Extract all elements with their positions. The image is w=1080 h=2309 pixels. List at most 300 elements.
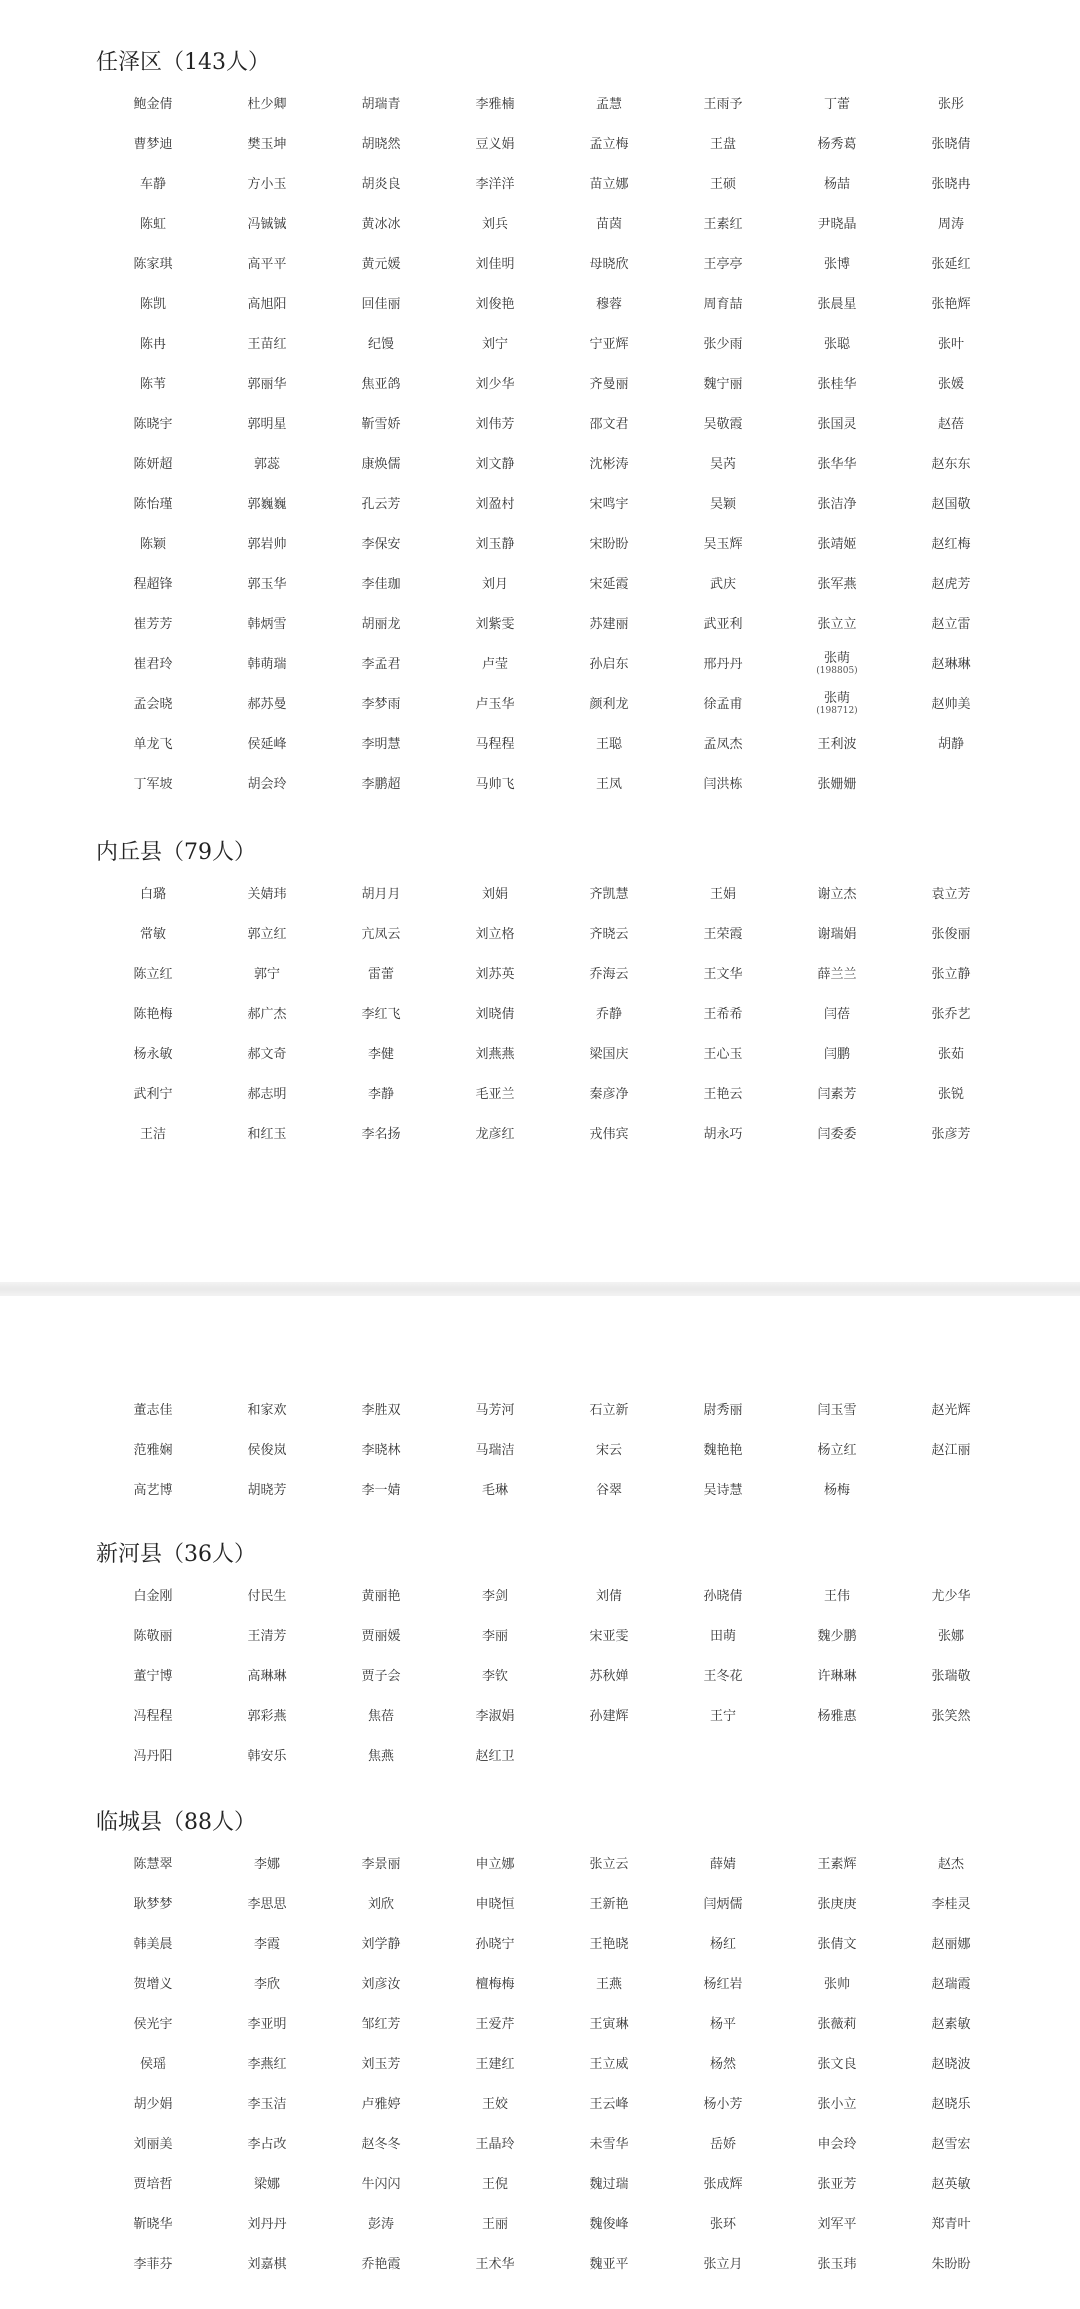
person-name: 未雪华 xyxy=(589,2136,629,2152)
document-page-2 xyxy=(0,1296,1080,2309)
person-name: 陈虹 xyxy=(139,216,166,232)
person-name: 郭明星 xyxy=(247,416,287,432)
birth-date-note: (198712) xyxy=(816,706,858,716)
person-name: 冯丹阳 xyxy=(133,1748,173,1764)
person-name: 石立新 xyxy=(589,1402,629,1418)
person-name: 丁军坡 xyxy=(133,776,173,792)
person-name: 李菲芬 xyxy=(133,2256,173,2272)
person-name: 崔君玲 xyxy=(133,656,173,672)
person-name: 苏秋婵 xyxy=(589,1668,629,1684)
person-name: 袁立芳 xyxy=(931,886,971,902)
person-name: 刘苏英 xyxy=(475,966,515,982)
person-name: 赵红卫 xyxy=(475,1748,515,1764)
section-title: 任泽区（143人） xyxy=(96,50,270,75)
person-name: 薛兰兰 xyxy=(817,966,857,982)
person-name: 毛琳 xyxy=(481,1482,508,1498)
person-name: 陈颖 xyxy=(139,536,166,552)
person-name: 韩美晨 xyxy=(133,1936,173,1952)
person-name-text: 张萌 xyxy=(823,651,850,666)
empty-cell xyxy=(894,1736,1008,1776)
person-name: 郭彩燕 xyxy=(247,1708,287,1724)
person-name: 齐晓云 xyxy=(589,926,629,942)
empty-cell xyxy=(666,1736,780,1776)
person-name: 张瑞敬 xyxy=(931,1668,971,1684)
person-name: 赵东东 xyxy=(931,456,971,472)
person-name: 吴芮 xyxy=(709,456,736,472)
person-name: 王利波 xyxy=(817,736,857,752)
person-name: 戎伟宾 xyxy=(589,1126,629,1142)
empty-cell xyxy=(894,1470,1008,1510)
person-name: 陈苇 xyxy=(139,376,166,392)
birth-date-note: (198805) xyxy=(816,666,858,676)
person-name: 申立娜 xyxy=(475,1856,515,1872)
person-name: 闫素芳 xyxy=(817,1086,857,1102)
person-name: 王聪 xyxy=(595,736,622,752)
person-name: 康焕儒 xyxy=(361,456,401,472)
person-name: 刘嘉棋 xyxy=(247,2256,287,2272)
person-name: 张晓倩 xyxy=(931,136,971,152)
person-name: 毛亚兰 xyxy=(475,1086,515,1102)
person-name: 魏少鹏 xyxy=(817,1628,857,1644)
person-name: 王艳云 xyxy=(703,1086,743,1102)
person-name: 黄丽艳 xyxy=(361,1588,401,1604)
person-name: 李保安 xyxy=(361,536,401,552)
person-name: 孔云芳 xyxy=(361,496,401,512)
person-name-text: 张萌 xyxy=(823,691,850,706)
person-name: 张庚庚 xyxy=(817,1896,857,1912)
person-name: 张亚芳 xyxy=(817,2176,857,2192)
person-name: 李娜 xyxy=(253,1856,280,1872)
person-name: 胡晓然 xyxy=(361,136,401,152)
person-name: 赵蓓 xyxy=(937,416,964,432)
person-name: 许琳琳 xyxy=(817,1668,857,1684)
person-name: 魏宁丽 xyxy=(703,376,743,392)
person-name: 梁国庆 xyxy=(589,1046,629,1062)
person-name: 杨喆 xyxy=(823,176,850,192)
person-name: 刘兵 xyxy=(481,216,508,232)
person-name: 陈晓宇 xyxy=(133,416,173,432)
person-name: 王冬花 xyxy=(703,1668,743,1684)
person-name: 杨红 xyxy=(709,1936,736,1952)
person-name: 张娜 xyxy=(937,1628,964,1644)
person-name: 张笑然 xyxy=(931,1708,971,1724)
person-name: 韩萌瑞 xyxy=(247,656,287,672)
person-name: 齐曼丽 xyxy=(589,376,629,392)
person-name: 崔芳芳 xyxy=(133,616,173,632)
person-name: 胡丽龙 xyxy=(361,616,401,632)
person-name: 闫玉雪 xyxy=(817,1402,857,1418)
person-name: 刘学静 xyxy=(361,1936,401,1952)
person-name: 张小立 xyxy=(817,2096,857,2112)
person-name: 陈敬丽 xyxy=(133,1628,173,1644)
person-name: 张成辉 xyxy=(703,2176,743,2192)
person-name: 王立威 xyxy=(589,2056,629,2072)
person-name: 牛闪闪 xyxy=(361,2176,401,2192)
person-name: 张文良 xyxy=(817,2056,857,2072)
person-name: 王苗红 xyxy=(247,336,287,352)
person-name xyxy=(780,684,894,724)
person-name: 李洋洋 xyxy=(475,176,515,192)
person-name: 张立立 xyxy=(817,616,857,632)
person-name xyxy=(780,644,894,684)
person-name: 高平平 xyxy=(247,256,287,272)
name-grid xyxy=(96,1844,1008,2284)
person-name: 齐凯慧 xyxy=(589,886,629,902)
person-name: 杨小芳 xyxy=(703,2096,743,2112)
person-name: 李剑 xyxy=(481,1588,508,1604)
empty-cell xyxy=(552,1736,666,1776)
person-name: 孙晓倩 xyxy=(703,1588,743,1604)
person-name: 刘盈村 xyxy=(475,496,515,512)
person-name: 周涛 xyxy=(937,216,964,232)
person-name: 李红飞 xyxy=(361,1006,401,1022)
person-name: 宋鸣宇 xyxy=(589,496,629,512)
person-name: 彭涛 xyxy=(367,2216,394,2232)
person-name: 尹晓晶 xyxy=(817,216,857,232)
person-name: 谢瑞娟 xyxy=(817,926,857,942)
person-name: 吴玉辉 xyxy=(703,536,743,552)
person-name: 卢莹 xyxy=(481,656,508,672)
person-name: 李孟君 xyxy=(361,656,401,672)
empty-cell xyxy=(894,764,1008,804)
person-name: 刘宁 xyxy=(481,336,508,352)
person-name: 李明慧 xyxy=(361,736,401,752)
person-name: 曹梦迪 xyxy=(133,136,173,152)
person-name: 赵瑞霞 xyxy=(931,1976,971,1992)
person-name: 常敏 xyxy=(139,926,166,942)
person-name: 闫炳儒 xyxy=(703,1896,743,1912)
person-name: 陈冉 xyxy=(139,336,166,352)
person-name: 张靖姬 xyxy=(817,536,857,552)
person-name: 徐孟甫 xyxy=(703,696,743,712)
person-name: 尉秀丽 xyxy=(703,1402,743,1418)
person-name: 张国灵 xyxy=(817,416,857,432)
person-name: 马程程 xyxy=(475,736,515,752)
person-name: 郭蕊 xyxy=(253,456,280,472)
person-name: 王娟 xyxy=(709,886,736,902)
person-name: 张叶 xyxy=(937,336,964,352)
person-name: 靳雪娇 xyxy=(361,416,401,432)
person-name: 王宁 xyxy=(709,1708,736,1724)
person-name: 胡永巧 xyxy=(703,1126,743,1142)
person-name: 王建红 xyxy=(475,2056,515,2072)
person-name: 周育喆 xyxy=(703,296,743,312)
person-name: 魏亚平 xyxy=(589,2256,629,2272)
person-name: 李占改 xyxy=(247,2136,287,2152)
person-name: 魏俊峰 xyxy=(589,2216,629,2232)
person-name: 张薇莉 xyxy=(817,2016,857,2032)
person-name: 魏过瑞 xyxy=(589,2176,629,2192)
person-name: 闫鹏 xyxy=(823,1046,850,1062)
person-name: 杨秀葛 xyxy=(817,136,857,152)
person-name: 张立静 xyxy=(931,966,971,982)
person-name: 马芳河 xyxy=(475,1402,515,1418)
person-name: 陈凯 xyxy=(139,296,166,312)
person-name: 郭丽华 xyxy=(247,376,287,392)
person-name: 乔静 xyxy=(595,1006,622,1022)
person-name: 张环 xyxy=(709,2216,736,2232)
person-name: 郭玉华 xyxy=(247,576,287,592)
person-name: 张延红 xyxy=(931,256,971,272)
person-name: 乔艳霞 xyxy=(361,2256,401,2272)
person-name: 张立云 xyxy=(589,1856,629,1872)
person-name: 刘少华 xyxy=(475,376,515,392)
person-name: 孟立梅 xyxy=(589,136,629,152)
person-name: 武庆 xyxy=(709,576,736,592)
person-name: 乔海云 xyxy=(589,966,629,982)
person-name: 李一婧 xyxy=(361,1482,401,1498)
person-name: 单龙飞 xyxy=(133,736,173,752)
person-name: 杨永敏 xyxy=(133,1046,173,1062)
person-name: 尤少华 xyxy=(931,1588,971,1604)
person-name: 张博 xyxy=(823,256,850,272)
person-name: 赵琳琳 xyxy=(931,656,971,672)
person-name: 谢立杰 xyxy=(817,886,857,902)
person-name: 付民生 xyxy=(247,1588,287,1604)
person-name: 郭巍巍 xyxy=(247,496,287,512)
person-name: 刘佳明 xyxy=(475,256,515,272)
person-name: 李桂灵 xyxy=(931,1896,971,1912)
person-name: 郑青叶 xyxy=(931,2216,971,2232)
person-name: 张茹 xyxy=(937,1046,964,1062)
person-name: 赵晓乐 xyxy=(931,2096,971,2112)
person-name: 范雅娴 xyxy=(133,1442,173,1458)
person-name: 贾子会 xyxy=(361,1668,401,1684)
person-name: 胡炎良 xyxy=(361,176,401,192)
person-name: 张俊丽 xyxy=(931,926,971,942)
person-name: 张乔艺 xyxy=(931,1006,971,1022)
person-name: 王希希 xyxy=(703,1006,743,1022)
person-name: 张媛 xyxy=(937,376,964,392)
section-title: 新河县（36人） xyxy=(96,1542,256,1567)
person-name: 张少雨 xyxy=(703,336,743,352)
person-name: 李胜双 xyxy=(361,1402,401,1418)
person-name: 李燕红 xyxy=(247,2056,287,2072)
person-name: 赵杰 xyxy=(937,1856,964,1872)
person-name: 张聪 xyxy=(823,336,850,352)
person-name: 张彦芳 xyxy=(931,1126,971,1142)
person-name: 杨红岩 xyxy=(703,1976,743,1992)
person-name: 王素辉 xyxy=(817,1856,857,1872)
person-name: 张艳辉 xyxy=(931,296,971,312)
person-name: 马瑞洁 xyxy=(475,1442,515,1458)
person-name: 王晶玲 xyxy=(475,2136,515,2152)
person-name: 丁蕾 xyxy=(823,96,850,112)
person-name: 陈立红 xyxy=(133,966,173,982)
person-name: 王硕 xyxy=(709,176,736,192)
person-name: 纪馒 xyxy=(367,336,394,352)
person-name: 侯光宇 xyxy=(133,2016,173,2032)
person-name: 刘丽美 xyxy=(133,2136,173,2152)
person-name: 张帅 xyxy=(823,1976,850,1992)
name-grid xyxy=(96,874,1008,1154)
person-name: 孙晓宁 xyxy=(475,1936,515,1952)
person-name: 鲍金倩 xyxy=(133,96,173,112)
person-name: 冯程程 xyxy=(133,1708,173,1724)
person-name: 刘月 xyxy=(481,576,508,592)
person-name: 胡静 xyxy=(937,736,964,752)
person-name: 和家欢 xyxy=(247,1402,287,1418)
name-grid xyxy=(96,84,1008,804)
empty-cell xyxy=(780,1736,894,1776)
person-name: 贾丽媛 xyxy=(361,1628,401,1644)
person-name: 田萌 xyxy=(709,1628,736,1644)
person-name: 王盘 xyxy=(709,136,736,152)
person-name: 宁亚辉 xyxy=(589,336,629,352)
person-name: 李健 xyxy=(367,1046,394,1062)
person-name: 孟会晓 xyxy=(133,696,173,712)
person-name: 王荣霞 xyxy=(703,926,743,942)
person-name: 韩炳雪 xyxy=(247,616,287,632)
person-name: 李静 xyxy=(367,1086,394,1102)
person-name: 颜利龙 xyxy=(589,696,629,712)
person-name: 陈家琪 xyxy=(133,256,173,272)
person-name: 邵文君 xyxy=(589,416,629,432)
person-name: 王寅琳 xyxy=(589,2016,629,2032)
person-name: 赵立雷 xyxy=(931,616,971,632)
person-name: 杨雅惠 xyxy=(817,1708,857,1724)
person-name: 侯延峰 xyxy=(247,736,287,752)
person-name: 李雅楠 xyxy=(475,96,515,112)
person-name: 龙彦红 xyxy=(475,1126,515,1142)
person-name: 冯铖铖 xyxy=(247,216,287,232)
person-name: 李思思 xyxy=(247,1896,287,1912)
person-name: 赵英敏 xyxy=(931,2176,971,2192)
person-name: 李佳珈 xyxy=(361,576,401,592)
person-name: 杨然 xyxy=(709,2056,736,2072)
person-name: 杨平 xyxy=(709,2016,736,2032)
person-name: 卢雅婷 xyxy=(361,2096,401,2112)
person-name: 杨立红 xyxy=(817,1442,857,1458)
name-grid xyxy=(96,1390,1008,1510)
person-name: 刘文静 xyxy=(475,456,515,472)
person-name: 刘娟 xyxy=(481,886,508,902)
person-name: 孙建辉 xyxy=(589,1708,629,1724)
person-name: 谷翠 xyxy=(595,1482,622,1498)
person-name: 董宁博 xyxy=(133,1668,173,1684)
person-name: 陈怡瑾 xyxy=(133,496,173,512)
person-name: 孟凤杰 xyxy=(703,736,743,752)
person-name: 赵冬冬 xyxy=(361,2136,401,2152)
person-name: 胡会玲 xyxy=(247,776,287,792)
person-name: 张锐 xyxy=(937,1086,964,1102)
person-name: 穆蓉 xyxy=(595,296,622,312)
person-name: 申晓恒 xyxy=(475,1896,515,1912)
person-name: 张华华 xyxy=(817,456,857,472)
person-name: 和红玉 xyxy=(247,1126,287,1142)
person-name: 贾培哲 xyxy=(133,2176,173,2192)
person-name: 王伟 xyxy=(823,1588,850,1604)
person-name: 靳晓华 xyxy=(133,2216,173,2232)
person-name: 宋亚雯 xyxy=(589,1628,629,1644)
person-name: 胡少娟 xyxy=(133,2096,173,2112)
person-name: 刘军平 xyxy=(817,2216,857,2232)
person-name: 高旭阳 xyxy=(247,296,287,312)
person-name: 刘燕燕 xyxy=(475,1046,515,1062)
person-name: 张倩文 xyxy=(817,1936,857,1952)
person-name: 王新艳 xyxy=(589,1896,629,1912)
person-name: 李欣 xyxy=(253,1976,280,1992)
person-name: 张姗姗 xyxy=(817,776,857,792)
person-name: 耿梦梦 xyxy=(133,1896,173,1912)
person-name: 白璐 xyxy=(139,886,166,902)
person-name: 王倪 xyxy=(481,2176,508,2192)
person-name: 吴颖 xyxy=(709,496,736,512)
person-name: 岳娇 xyxy=(709,2136,736,2152)
person-name: 郭岩帅 xyxy=(247,536,287,552)
person-name: 闫蓓 xyxy=(823,1006,850,1022)
person-name: 闫洪栋 xyxy=(703,776,743,792)
person-name: 高琳琳 xyxy=(247,1668,287,1684)
person-name: 孙启东 xyxy=(589,656,629,672)
person-name: 王姣 xyxy=(481,2096,508,2112)
person-name: 侯俊岚 xyxy=(247,1442,287,1458)
person-name: 李鹏超 xyxy=(361,776,401,792)
person-name: 苗立娜 xyxy=(589,176,629,192)
person-name: 李梦雨 xyxy=(361,696,401,712)
person-name: 马帅飞 xyxy=(475,776,515,792)
person-name: 王丽 xyxy=(481,2216,508,2232)
person-name: 胡瑞青 xyxy=(361,96,401,112)
person-name: 赵江丽 xyxy=(931,1442,971,1458)
person-name: 王素红 xyxy=(703,216,743,232)
person-name: 闫委委 xyxy=(817,1126,857,1142)
person-name: 宋云 xyxy=(595,1442,622,1458)
person-name: 刘玉静 xyxy=(475,536,515,552)
person-name: 王清芳 xyxy=(247,1628,287,1644)
person-name: 李亚明 xyxy=(247,2016,287,2032)
person-name: 张桂华 xyxy=(817,376,857,392)
person-name: 薛婧 xyxy=(709,1856,736,1872)
person-name: 武利宁 xyxy=(133,1086,173,1102)
person-name: 刘晓倩 xyxy=(475,1006,515,1022)
person-name: 黄元媛 xyxy=(361,256,401,272)
person-name: 王心玉 xyxy=(703,1046,743,1062)
person-name: 刘倩 xyxy=(595,1588,622,1604)
person-name: 侯瑶 xyxy=(139,2056,166,2072)
person-name: 王洁 xyxy=(139,1126,166,1142)
person-name: 王燕 xyxy=(595,1976,622,1992)
person-name: 关婧玮 xyxy=(247,886,287,902)
person-name: 赵虎芳 xyxy=(931,576,971,592)
person-name: 王文华 xyxy=(703,966,743,982)
person-name: 董志佳 xyxy=(133,1402,173,1418)
person-name: 赵帅美 xyxy=(931,696,971,712)
person-name: 郭宁 xyxy=(253,966,280,982)
person-name: 刘俊艳 xyxy=(475,296,515,312)
person-name: 胡月月 xyxy=(361,886,401,902)
person-name: 方小玉 xyxy=(247,176,287,192)
person-name: 张立月 xyxy=(703,2256,743,2272)
person-name: 郝广杰 xyxy=(247,1006,287,1022)
person-name: 张晨星 xyxy=(817,296,857,312)
person-name: 王凤 xyxy=(595,776,622,792)
person-name: 卢玉华 xyxy=(475,696,515,712)
person-name: 高艺博 xyxy=(133,1482,173,1498)
person-name: 魏艳艳 xyxy=(703,1442,743,1458)
person-name: 豆义娟 xyxy=(475,136,515,152)
person-name: 邢丹丹 xyxy=(703,656,743,672)
person-name: 母晓欣 xyxy=(589,256,629,272)
person-name: 李玉洁 xyxy=(247,2096,287,2112)
person-name: 李丽 xyxy=(481,1628,508,1644)
person-name: 沈彬涛 xyxy=(589,456,629,472)
person-name: 陈慧翠 xyxy=(133,1856,173,1872)
person-name: 张军燕 xyxy=(817,576,857,592)
person-name: 杨梅 xyxy=(823,1482,850,1498)
person-name: 檀梅梅 xyxy=(475,1976,515,1992)
person-name: 王云峰 xyxy=(589,2096,629,2112)
